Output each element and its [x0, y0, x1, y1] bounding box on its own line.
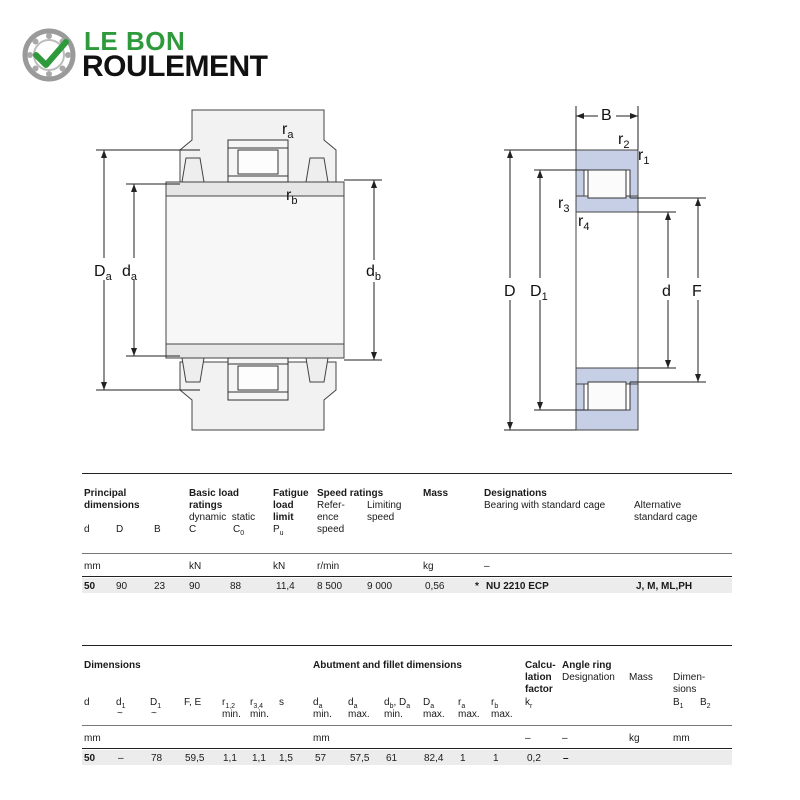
table-row — [82, 750, 732, 765]
t1-basic-3: dynamic static — [189, 512, 256, 523]
t1-principal-1: Principal — [84, 488, 127, 499]
label-rb: $r_b$ — [286, 187, 298, 207]
t1-ref-1: Refer- — [317, 500, 345, 511]
bearing-check-icon — [22, 28, 76, 82]
t2-val-da-min: 57 — [315, 753, 327, 764]
t1-alt-1: Alternative — [634, 500, 682, 511]
t1-alt-2: standard cage — [634, 512, 698, 523]
t1-val-ref: 8 500 — [317, 581, 343, 592]
t2-unit-kg: kg — [629, 733, 640, 744]
t1-col-B: B — [154, 524, 161, 535]
t1-unit-rmin: r/min — [317, 561, 340, 572]
t1-fatigue-1: Fatigue — [273, 488, 309, 499]
t1-speed: Speed ratings — [317, 488, 384, 499]
t2-calc-2: lation — [525, 672, 552, 683]
t2-val-kr: 0,2 — [527, 753, 541, 764]
t2-col-db-Da-l: min. — [384, 709, 403, 720]
label-r3: $r_3$ — [558, 195, 570, 215]
t2-col-Da-max: $D_a$ — [423, 697, 435, 710]
t1-unit-kN: kN — [189, 561, 202, 572]
label-D1: $D_1$ — [530, 283, 548, 303]
t2-val-angle: – — [563, 753, 569, 764]
label-ra: $r_a$ — [282, 121, 294, 141]
t2-dims-1: Dimen- — [673, 672, 706, 683]
t2-val-da-max: 57,5 — [350, 753, 370, 764]
t1-val-B: 23 — [154, 581, 166, 592]
t2-calc-1: Calcu- — [525, 660, 556, 671]
t2-val-d: 50 — [84, 753, 96, 764]
t2-col-db-Da: $d_b$, $D_a$ — [384, 697, 411, 710]
t1-col-C: C — [189, 524, 197, 535]
t2-val-d1: – — [118, 753, 124, 764]
t2-calc-3: factor — [525, 684, 553, 695]
label-r1: $r_1$ — [638, 147, 650, 167]
bearing-upper — [228, 140, 288, 182]
t2-col-r12-min: min. — [222, 709, 241, 720]
t2-val-r34: 1,1 — [252, 753, 266, 764]
t1-lim-1: Limiting — [367, 500, 402, 511]
t2-val-r12: 1,1 — [223, 753, 237, 764]
t2-col-rb-l: max. — [491, 709, 513, 720]
t2-col-Da-max-l: max. — [423, 709, 445, 720]
table-row — [82, 578, 732, 593]
t1-mass: Mass — [423, 488, 449, 499]
t1-designations: Designations — [484, 488, 547, 499]
t2-col-B2: $B_2$ — [700, 697, 711, 710]
label-D: D — [504, 283, 516, 300]
t2-col-B1: $B_1$ — [673, 697, 684, 710]
t2-angle-1: Angle ring — [562, 660, 612, 671]
t1-col-D: D — [116, 524, 124, 535]
logo-line-2: ROULEMENT — [82, 50, 268, 83]
t2-col-FE: F, E — [184, 697, 202, 708]
t2-angle-2: Designation — [562, 672, 615, 683]
t1-val-C: 90 — [189, 581, 201, 592]
t2-val-FE: 59,5 — [185, 753, 205, 764]
bearing-lower — [228, 358, 288, 400]
t1-ref-3: speed — [317, 524, 345, 535]
t2-val-s: 1,5 — [279, 753, 293, 764]
t2-col-r34-min: min. — [250, 709, 269, 720]
label-da: $d_a$ — [122, 263, 138, 283]
t1-unit-mm: mm — [84, 561, 101, 572]
t2-col-da-max: $d_a$ — [348, 697, 358, 710]
t2-col-d1-tilde: ~ — [117, 708, 123, 719]
t2-dims-2: sions — [673, 684, 697, 695]
label-r2: $r_2$ — [618, 131, 630, 151]
t1-val-d: 50 — [84, 581, 96, 592]
t2-val-ra: 1 — [460, 753, 466, 764]
t2-col-kr: $k_r$ — [525, 697, 533, 710]
t2-col-d: d — [84, 697, 90, 708]
mounting-drawing — [80, 100, 480, 440]
t1-lim-2: speed — [367, 512, 395, 523]
label-Da: $D_a$ — [94, 263, 112, 283]
t2-col-da-min: $d_a$ — [313, 697, 323, 710]
t2-unit-mm: mm — [84, 733, 101, 744]
t2-col-ra: $r_a$ — [458, 697, 466, 710]
t1-basic-1: Basic load — [189, 488, 240, 499]
t2-unit-mm2: mm — [313, 733, 330, 744]
label-db: $d_b$ — [366, 263, 382, 283]
t2-col-D1: $D_1$ — [150, 697, 162, 710]
t2-col-da-max-l: max. — [348, 709, 370, 720]
label-r4: $r_4$ — [578, 213, 590, 233]
t2-val-rb: 1 — [493, 753, 499, 764]
t1-unit-kg: kg — [423, 561, 434, 572]
logo — [22, 26, 302, 86]
t1-val-alternative: J, M, ML,PH — [636, 581, 693, 592]
t2-unit-dash1: – — [525, 733, 531, 744]
t1-col-C0: $C_0$ — [233, 524, 245, 537]
shaft — [166, 182, 344, 358]
t2-val-Da-max: 82,4 — [424, 753, 444, 764]
t2-col-s: s — [279, 697, 284, 708]
label-d: d — [662, 283, 671, 300]
t1-val-Pu: 11,4 — [276, 581, 295, 592]
t1-ref-2: ence — [317, 512, 339, 523]
t2-val-D1: 78 — [151, 753, 163, 764]
t1-val-star: * — [475, 581, 479, 592]
t2-unit-mm3: mm — [673, 733, 690, 744]
t2-unit-dash2: – — [562, 733, 568, 744]
logo-line-1: LE BON — [84, 26, 186, 56]
t1-val-D: 90 — [116, 581, 128, 592]
t2-col-D1-tilde: ~ — [151, 708, 157, 719]
t2-mass: Mass — [629, 672, 653, 683]
t2-col-da-min-l: min. — [313, 709, 332, 720]
t1-col-d: d — [84, 524, 90, 535]
t1-val-designation: NU 2210 ECP — [486, 581, 549, 592]
t1-fatigue-2: load — [273, 500, 294, 511]
t1-principal-2: dimensions — [84, 500, 140, 511]
label-B: B — [601, 107, 612, 124]
t1-unit-kN2: kN — [273, 561, 286, 572]
t2-col-r34: $r_{3,4}$ — [250, 697, 264, 710]
t1-basic-2: ratings — [189, 500, 223, 511]
t1-fatigue-3: limit — [273, 512, 294, 523]
label-F: F — [692, 283, 702, 300]
t1-val-lim: 9 000 — [367, 581, 393, 592]
bearing-section-drawing — [490, 100, 750, 440]
t2-val-db: 61 — [386, 753, 398, 764]
t2-col-ra-l: max. — [458, 709, 480, 720]
t1-unit-dash: – — [484, 561, 490, 572]
t2-col-r12: $r_{1,2}$ — [222, 697, 236, 710]
t2-dimensions: Dimensions — [84, 660, 141, 671]
t2-col-d1: $d_1$ — [116, 697, 126, 710]
t2-col-rb: $r_b$ — [491, 697, 499, 710]
t1-std-cage: Bearing with standard cage — [484, 500, 606, 511]
t1-val-mass: 0,56 — [425, 581, 445, 592]
t2-abutment: Abutment and fillet dimensions — [313, 660, 462, 671]
t1-col-Pu: $P_u$ — [273, 524, 284, 537]
t1-val-C0: 88 — [230, 581, 242, 592]
